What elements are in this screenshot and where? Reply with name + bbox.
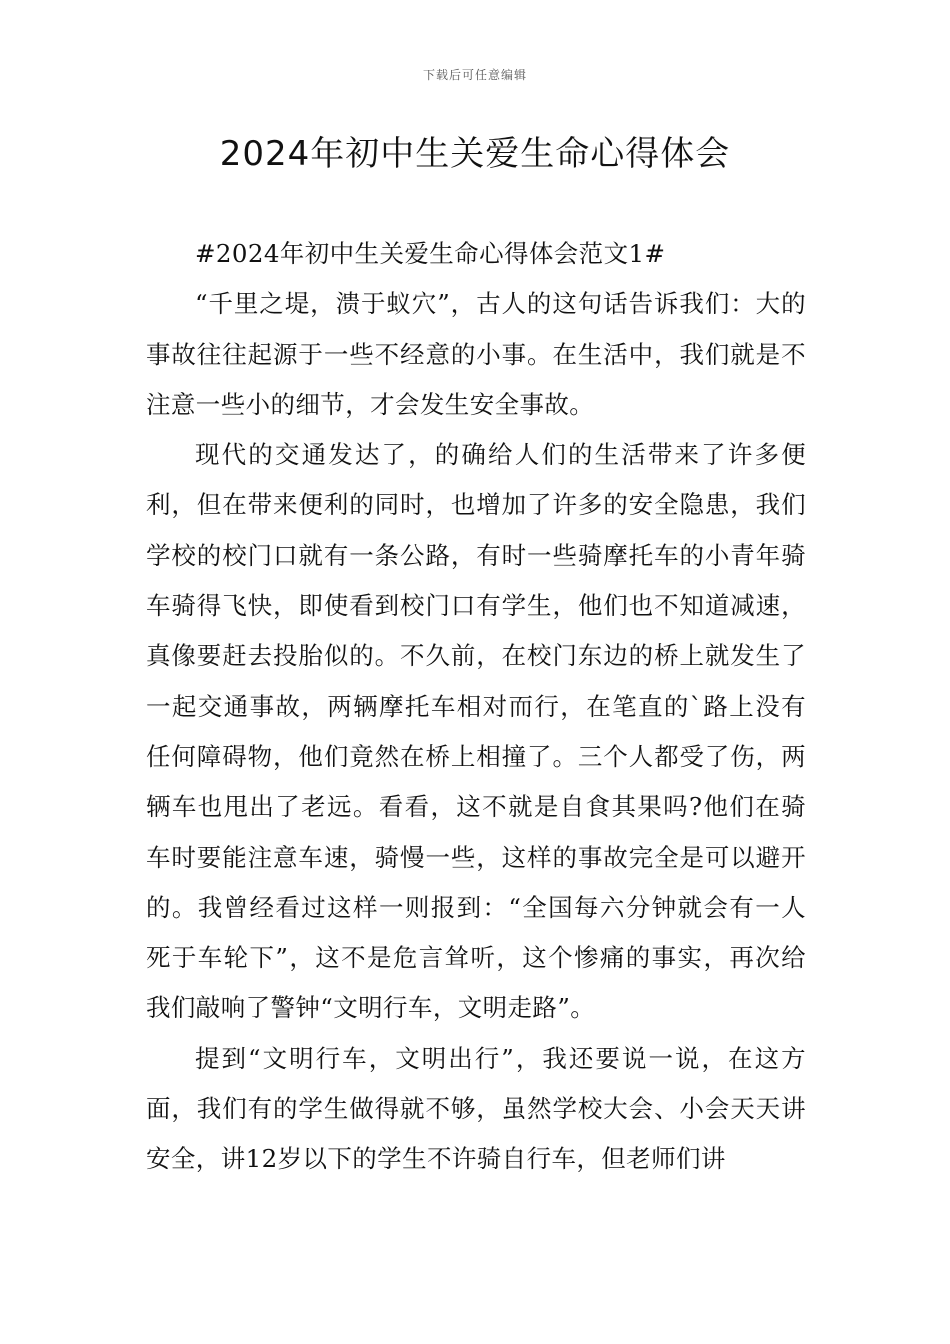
document-body (146, 229, 806, 1185)
paragraph-3: 提到“文明行车，文明出行”，我还要说一说，在这方面，我们有的学生做得就不够，虽然学校大会、小会天天讲安全，讲12岁以下的学生不许骑自行车，但老师们讲 (146, 1043, 806, 1174)
header-note: 下载后可任意编辑 (422, 68, 527, 82)
section-heading: #2024年初中生关爱生命心得体会范文1# (195, 239, 666, 268)
document-title: 2024年初中生关爱生命心得体会 (219, 134, 731, 174)
paragraph-1: “千里之堤，溃于蚁穴”，古人的这句话告诉我们：大的事故往往起源于一些不经意的小事。在生活中，我们就是不注意一些小的细节，才会发生安全事故。 (146, 289, 806, 419)
paragraph-2: 现代的交通发达了，的确给人们的生活带来了许多便利，但在带来便利的同时，也增加了许多的安全隐患，我们学校的校门口就有一条公路，有时一些骑摩托车的小青年骑车骑得飞快，即使看到校门口有学生，他们也不知道减速，真像要赶去投胎似的。不久前，在校门东边的桥上就发生了一起交通事故，两辆摩托车相对而行，在笔直的`路上没有任何障碍物，他们竟然在桥上相撞了。三个人都受了伤，两辆车也甩出了老远。看看，这不就是自食其果吗?他们在骑车时要能注意车速，骑慢一些，这样的事故完全是可以避开的。我曾经看过这样一则报到：“全国每六分钟就会有一人死于车轮下”，这不是危言耸听，这个惨痛的事实，再次给我们敲响了警钟“文明行车，文明走路”。 (146, 440, 806, 1023)
